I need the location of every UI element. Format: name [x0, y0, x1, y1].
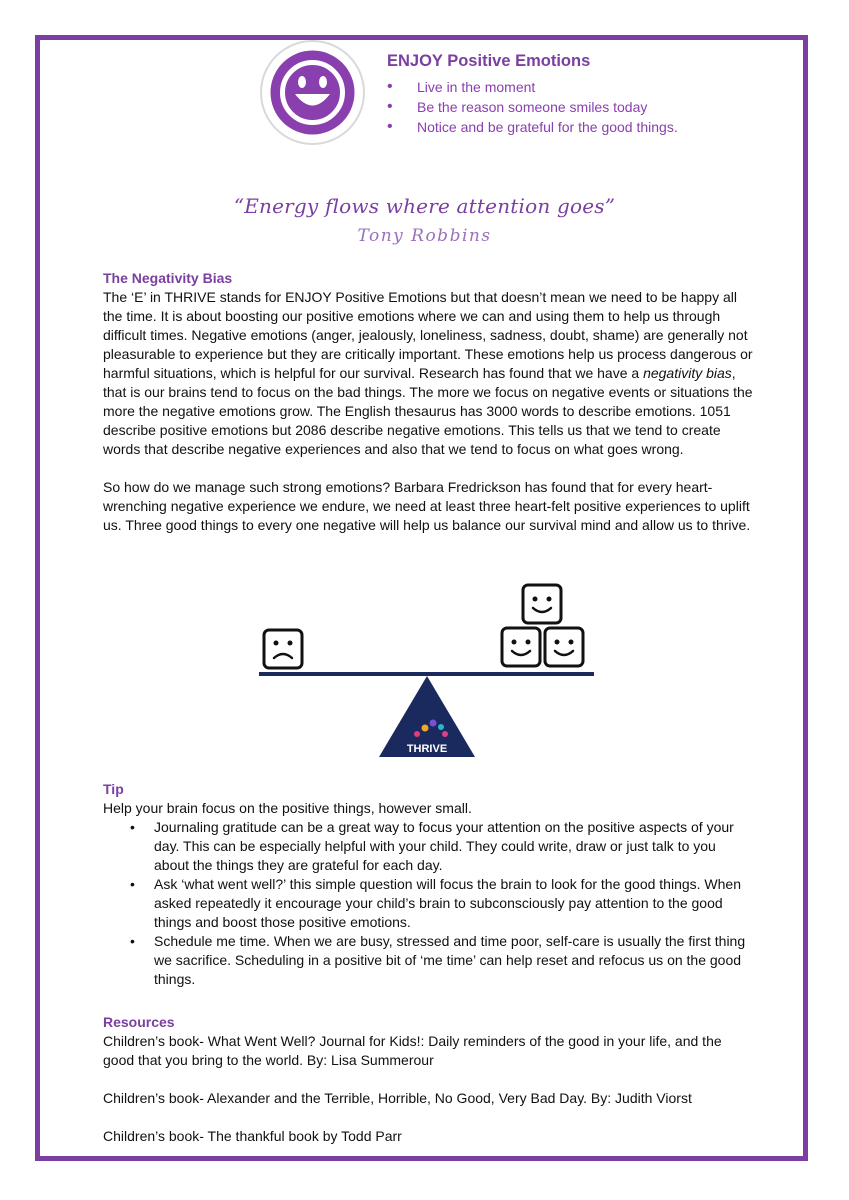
thrive-badge-text: THRIVE [406, 743, 448, 755]
negativity-p1-text-rest: , that is our brains tend to focus on the bad things. The more we focus on negative events or situations the more the negative emotions grow. The English thesaurus has 3000 words to describe emotions. 1051 describe positive emotions but 2086 describe negative emotions. This tells us that we tend to create words that describe negative experiences and also that we tend to focus on what goes wrong. [103, 365, 753, 457]
header-panel [387, 52, 787, 137]
negativity-paragraph-1 [103, 288, 753, 459]
tip-heading: Tip [103, 781, 124, 797]
tip-intro: Help your brain focus on the positive things, however small. [103, 800, 472, 816]
happy-face-icon [545, 628, 583, 666]
resources-section [103, 1013, 753, 1146]
quote-text: “Energy flows where attention goes” [233, 194, 616, 218]
header-title: ENJOY Positive Emotions [387, 52, 591, 70]
header-item: • Notice and be grateful for the good things. [387, 117, 787, 137]
sad-face-icon [264, 630, 302, 668]
smiley-logo-icon [262, 42, 363, 143]
quote-author: Tony Robbins [357, 226, 492, 246]
tip-list [103, 818, 753, 989]
tip-item: • Schedule me time. When we are busy, stressed and time poor, self-care is usually the first thing we sacrifice. Scheduling in a positive bit of ‘me time’ can help reset and refocus us on the good things. [103, 932, 753, 989]
resource-item: Children’s book- The thankful book by Todd Parr [103, 1128, 402, 1144]
resource-item: Children’s book- What Went Well? Journal for Kids!: Daily reminders of the good in your life, and the good that you bring to the world. By: Lisa Summerour [103, 1033, 722, 1068]
negativity-bias-term: negativity bias [643, 365, 732, 381]
tip-item: • Journaling gratitude can be a great way to focus your attention on the positive aspects of your day. This can be especially helpful with your child. They could write, draw or just talk to you about the things they are grateful for each day. [103, 818, 753, 875]
resource-item: Children’s book- Alexander and the Terrible, Horrible, No Good, Very Bad Day. By: Judith Viorst [103, 1090, 692, 1106]
resources-heading: Resources [103, 1014, 175, 1030]
tip-section [103, 780, 753, 989]
balance-scale-illustration [255, 582, 600, 762]
tip-item: • Ask ‘what went well?’ this simple question will focus the brain to look for the good things. When asked repeatedly it encourage your child’s brain to subconsciously pay attention to the good things and boost those positive emotions. [103, 875, 753, 932]
header-list [387, 77, 787, 137]
negativity-section [103, 269, 753, 535]
negativity-p1-text: The ‘E’ in THRIVE stands for ENJOY Positive Emotions but that doesn’t mean we need to be happy all the time. It is about boosting our positive emotions where we can and using them to help us through difficult times. Negative emotions (anger, jealously, loneliness, sadness, doubt, shame) are generally not pleasurable to experience but they are critically important. These emotions help us process dangerous or harmful situations, which is helpful for our survival. Research has found that we have a [103, 289, 753, 381]
header-item: • Be the reason someone smiles today [387, 97, 787, 117]
negativity-paragraph-2: So how do we manage such strong emotions? Barbara Fredrickson has found that for every heart-wrenching negative experience we endure, we need at least three heart-felt positive experiences to uplift us. Three good things to every one negative will help us balance our survival mind and allow us to thrive. [103, 479, 751, 533]
happy-face-icon [523, 585, 561, 623]
happy-face-icon [502, 628, 540, 666]
negativity-heading: The Negativity Bias [103, 270, 233, 286]
header-item: • Live in the moment [387, 77, 787, 97]
